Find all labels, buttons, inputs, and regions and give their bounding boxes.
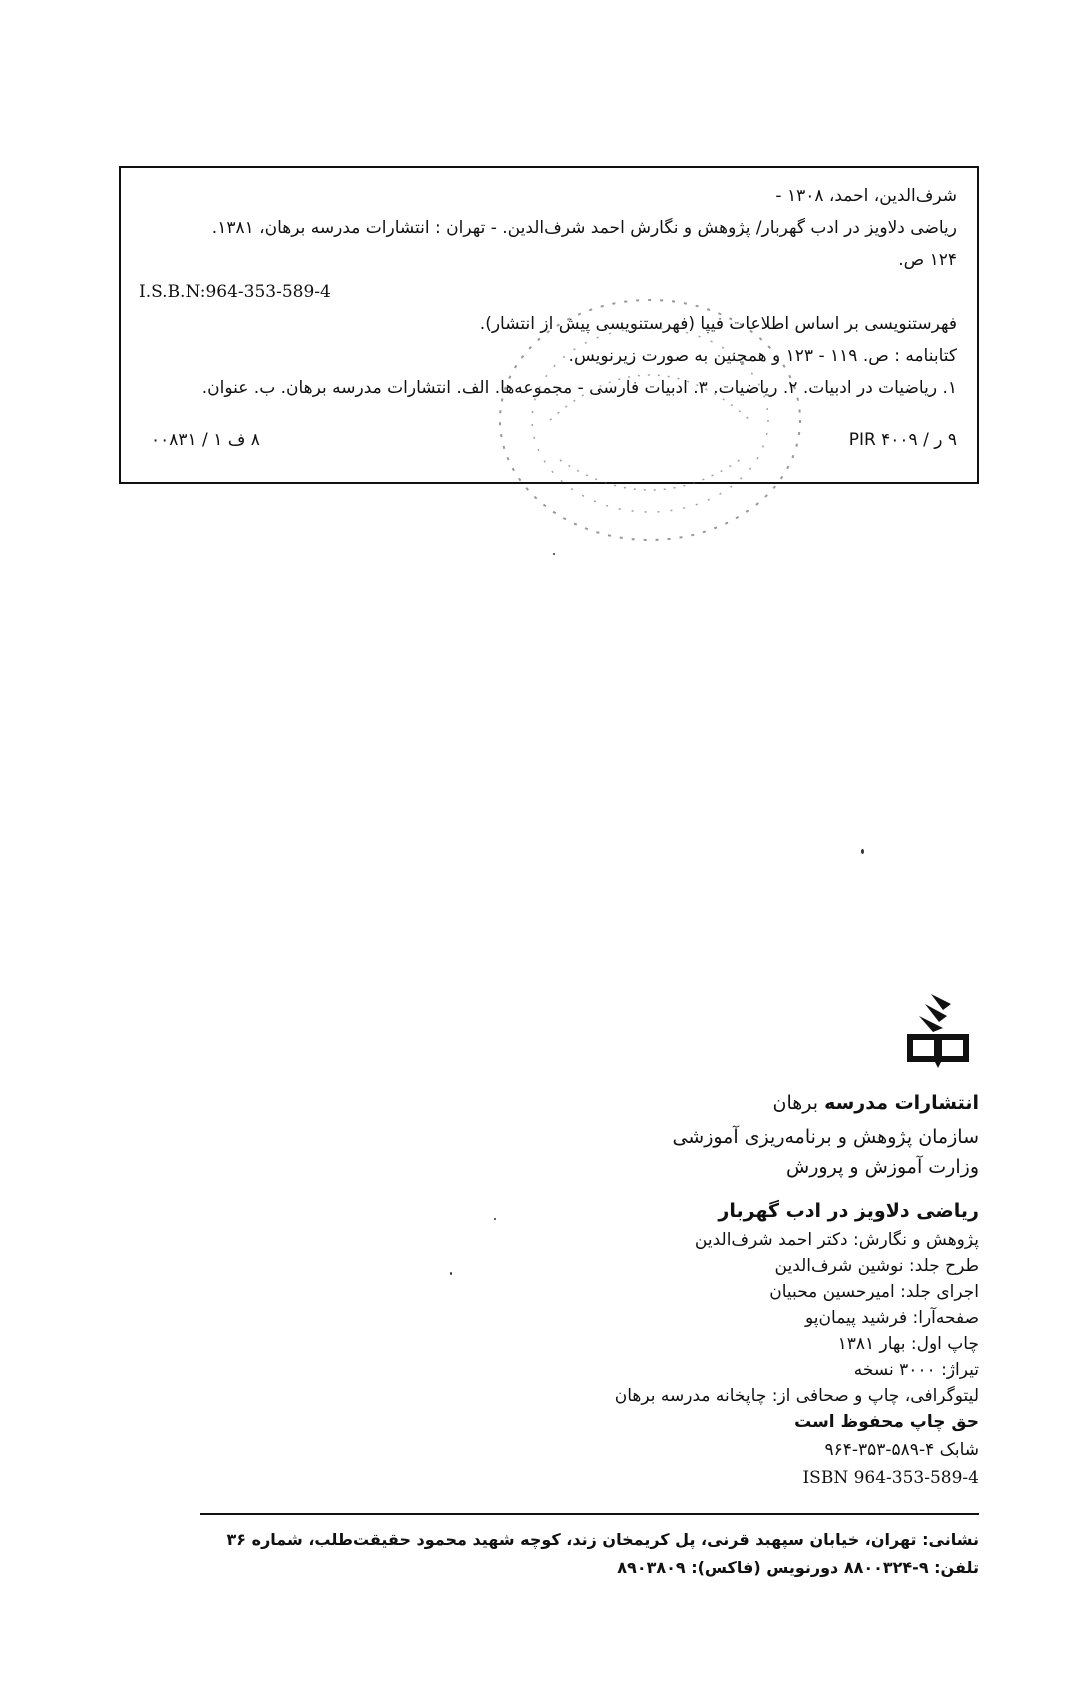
catalog-author-line: شرف‌الدین، احمد، ۱۳۰۸ -	[775, 186, 957, 206]
catalog-national-number: ۸ ف ۱ / ۰۰۸۳۱	[151, 430, 260, 450]
book-title: ریاضی دلاویز در ادب گهربار	[718, 1200, 979, 1222]
publisher-name	[773, 1092, 980, 1114]
publisher-org: سازمان پژوهش و برنامه‌ریزی آموزشی	[672, 1126, 979, 1148]
book-cover-design: طرح جلد: نوشین شرف‌الدین	[774, 1256, 979, 1276]
book-circulation: تیراژ: ۳۰۰۰ نسخه	[853, 1360, 979, 1380]
publisher-name-rest: برهان	[772, 1092, 825, 1114]
book-research: پژوهش و نگارش: دکتر احمد شرف‌الدین	[694, 1230, 979, 1250]
phone-line: تلفن: ۹-۸۸۰۰۳۲۴ دورنویس (فاکس): ۸۹۰۳۸۰۹	[617, 1558, 979, 1577]
catalog-fipa-line: فهرستنویسی بر اساس اطلاعات فیپا (فهرستنویسی پیش از انتشار).	[479, 314, 957, 334]
catalog-isbn: I.S.B.N:964-353-589-4	[139, 282, 331, 302]
book-shabak: شابک ۴-۵۸۹-۳۵۳-۹۶۴	[824, 1440, 979, 1460]
book-rights: حق چاپ محفوظ است	[794, 1412, 979, 1432]
catalog-call-number: ۹ ر / PIR ۴۰۰۹	[848, 430, 957, 450]
publisher-ministry: وزارت آموزش و پرورش	[786, 1156, 979, 1178]
book-page-layout: صفحه‌آرا: فرشید پیمان‌پو	[805, 1308, 979, 1328]
book-first-print: چاپ اول: بهار ۱۳۸۱	[837, 1334, 979, 1354]
footer-divider	[200, 1513, 979, 1515]
cataloging-in-publication-box	[119, 166, 979, 484]
catalog-title-line: ریاضی دلاویز در ادب گهربار/ پژوهش و نگارش احمد شرف‌الدین. - تهران : انتشارات مدرسه برهان، ۱۳۸۱.	[211, 218, 957, 238]
address-line: نشانی: تهران، خیابان سپهبد قرنی، پل کریمخان زند، کوچه شهید محمود حقیقت‌طلب، شماره ۳۶	[226, 1530, 979, 1549]
publisher-logo-icon	[903, 990, 973, 1076]
catalog-pages-line: ۱۲۴ ص.	[898, 250, 957, 270]
scan-speck	[494, 1218, 496, 1220]
catalog-bibliography-line: کتابنامه : ص. ۱۱۹ - ۱۲۳ و همچنین به صورت زیرنویس.	[568, 346, 957, 366]
publisher-name-bold: انتشارات مدرسه	[824, 1092, 979, 1114]
scan-speck	[450, 1272, 452, 1275]
book-printing: لیتوگرافی، چاپ و صحافی از: چاپخانه مدرسه برهان	[614, 1386, 979, 1406]
book-isbn: ISBN 964-353-589-4	[802, 1468, 979, 1488]
book-cover-execution: اجرای جلد: امیرحسین محبیان	[769, 1282, 979, 1302]
scan-speck	[861, 849, 864, 854]
catalog-subjects-line: ۱. ریاضیات در ادبیات. ۲. ریاضیات. ۳. ادبیات فارسی - مجموعه‌ها. الف. انتشارات مدرسه برهان. ب. عنوان.	[201, 378, 957, 398]
scan-speck	[553, 553, 555, 555]
